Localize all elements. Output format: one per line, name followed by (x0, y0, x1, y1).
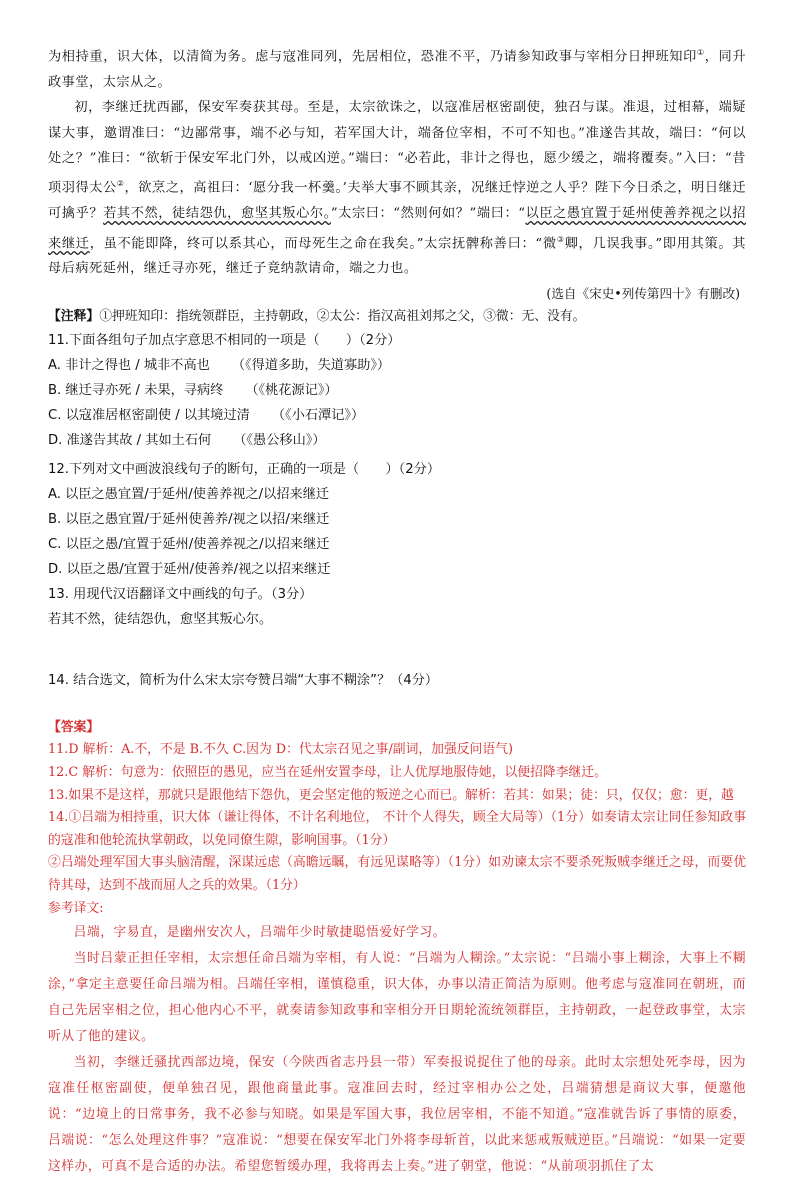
footnote-marker: ① (696, 48, 705, 57)
option-11-d: D. 准遂告其故 / 其如土石何 （《愚公移山》） (48, 432, 326, 448)
passage-text: 卿，几误我事。”即用其策。其母后病死延州，继迁寻亦死，继迁子竟纳款请命，端之力也。 (48, 236, 746, 277)
option-12-d: D. 以臣之愚/宜置于延州/使善养/视之以招来继迁 (48, 561, 331, 577)
passage-paragraph-2 (48, 95, 746, 282)
option-11-a: A. 非计之得也 / 城非不高也 （《得道多助，失道寡助》） (48, 357, 391, 373)
answers-section (48, 717, 746, 1180)
reference-translation-label: 参考译文: (48, 900, 104, 916)
passage-text: ，同升政事堂，太宗从之。 (48, 49, 747, 90)
answer-13: 13.如果不是这样，那就只是跟他结下怨仇，更会坚定他的叛逆之心而已。解析：若其：如果；徒：只，仅仅；愈：更，越 (48, 787, 734, 803)
passage-text: ，虽不能即降，终可以系其心，而母死生之命在我矣。”太宗抚髀称善曰：“微 (89, 236, 557, 252)
question-13: 13. 用现代汉语翻译文中画线的句子。（3分） (48, 586, 313, 602)
questions-section (48, 328, 746, 693)
option-12-a: A. 以臣之愚宜置/于延州/使善养视之/以招来继迁 (48, 486, 330, 502)
annotations-label: 【注释】 (48, 308, 100, 324)
option-11-b: B. 继迁寻亦死 / 未果，寻病终 （《桃花源记》） (48, 382, 338, 398)
passage-text: ”太宗曰：“然则何如？”端曰：“ (330, 206, 526, 222)
footnote-marker: ② (116, 179, 125, 189)
passage-text: ，欲烹之，高祖曰：‘愿分我一杯羹。’夫举大事不顾其亲，况继迁悖逆之人乎？陛下今日杀之，明日继迁可擒乎？ (48, 180, 747, 222)
question-11: 11.下面各组句子加点字意思不相同的一项是（ ）（2分） (48, 332, 401, 348)
translation-paragraph-1: 吕端，字易直，是幽州安次人，吕端年少时敏捷聪悟爱好学习。 (73, 925, 446, 941)
answer-14-part-1: 14.①吕端为相持重，识大体（谦让得体，不计名利地位， 不计个人得失，顾全大局等）（1分）如奏请太宗让同任参知政事的寇准和他轮流执掌朝政，以免同僚生隙，影响国事。（1分） (48, 810, 746, 848)
option-12-b: B. 以臣之愚宜置/于延州使善养/视之以招/来继迁 (48, 511, 330, 527)
answer-14-part-2: ②吕端处理军国大事头脑清醒，深谋远虑（高瞻远瞩，有远见谋略等）（1分）如劝谏太宗不要杀死叛贼李继迁之母，而要优待其母，达到不战而屈人之兵的效果。（1分） (48, 855, 746, 893)
answer-11: 11.D 解析：A.不，不是 B.不久 C.因为 D：代太宗召见之事/副词，加强反问语气) (48, 742, 513, 758)
footnote-marker: ③ (556, 234, 565, 244)
option-12-c: C. 以臣之愚/宜置于延州/使善养视之/以招来继迁 (48, 536, 330, 552)
option-11-c: C. 以寇准居枢密副使 / 以其境过清 （《小石潭记》） (48, 407, 365, 423)
wavy-underlined-sentence: 以臣之愚宜置于延州使善养视之以招来继迁 (48, 206, 747, 252)
wavy-underlined-sentence: 若其不然，徒结怨仇，愈坚其叛心尔。 (103, 206, 331, 222)
passage-text: 初，李继迁扰西鄙，保安军奏获其母。至是，太宗欲诛之，以寇准居枢密副使，独召与谋。准退，过相幕，端疑谋大事，邀谓准曰：“边鄙常事，端不必与知，若军国大计，端备位宰相，不可不知也。”准遂告其故，端曰：“何以处之？”准曰：“欲斩于保安军北门外，以戒凶逆。”端曰：“必若此，非计之得也，愿少缓之，端将覆奏。”入曰：“昔项羽得太公 (48, 100, 746, 196)
answers-label: 【答案】 (48, 719, 100, 735)
question-13-sentence: 若其不然，徒结怨仇，愈坚其叛心尔。 (48, 611, 273, 627)
passage-source: (选自《宋史•列传第四十》有删改) (546, 285, 740, 301)
reference-translation (48, 920, 746, 1180)
classical-passage (48, 40, 746, 306)
question-12: 12.下列对文中画波浪线句子的断句，正确的一项是（ ）（2分） (48, 461, 441, 477)
passage-paragraph-1 (48, 40, 746, 95)
translation-paragraph-2: 当时吕蒙正担任宰相，太宗想任命吕端为宰相，有人说：“吕端为人糊涂。”太宗说：“吕端小事上糊涂，大事上不糊涂，”拿定主意要任命吕端为相。吕端任宰相，谨慎稳重，识大体，办事以清正简洁为原则。他考虑与寇准同在朝班，而自己先居宰相之位，担心他内心不平，就奏请参知政事和宰相分开日期轮流统领群臣，主持朝政，一起登政事堂，太宗听从了他的建议。 (48, 951, 746, 1045)
translation-paragraph-3: 当初，李继迁骚扰西部边境，保安（今陕西省志丹县一带）军奏报说捉住了他的母亲。此时太宗想处死李母，因为寇准任枢密副使，便单独召见，跟他商量此事。寇准回去时，经过宰相办公之处，吕端猜想是商议大事，便邀他说：“边境上的日常事务，我不必参与知晓。如果是军国大事，我位居宰相，不能不知道。”寇准就告诉了事情的原委，吕端说：“怎么处理这件事？”寇准说：“想要在保安军北门外将李母斩首，以此来惩戒叛贼逆臣。”吕端说：“如果一定要这样办，可真不是合适的办法。希望您暂缓办理，我将再去上奏。”进了朝堂，他说：“从前项羽抓住了太 (48, 1055, 746, 1175)
answer-12: 12.C 解析：句意为：依照臣的愚见，应当在延州安置李母，让人优厚地服侍她，以便招降李继迁。 (48, 765, 607, 781)
passage-text: 为相持重，识大体，以清简为务。虑与寇准同列，先居相位，恐准不平，乃请参知政事与宰相分日押班知印 (48, 49, 697, 65)
annotations-text: ①押班知印：指统领群臣，主持朝政，②太公：指汉高祖刘邦之父，③微：无、没有。 (99, 308, 586, 324)
annotations (48, 306, 746, 328)
question-14: 14. 结合选文，简析为什么宋太宗夸赞吕端“大事不糊涂”？（4分） (48, 672, 439, 688)
